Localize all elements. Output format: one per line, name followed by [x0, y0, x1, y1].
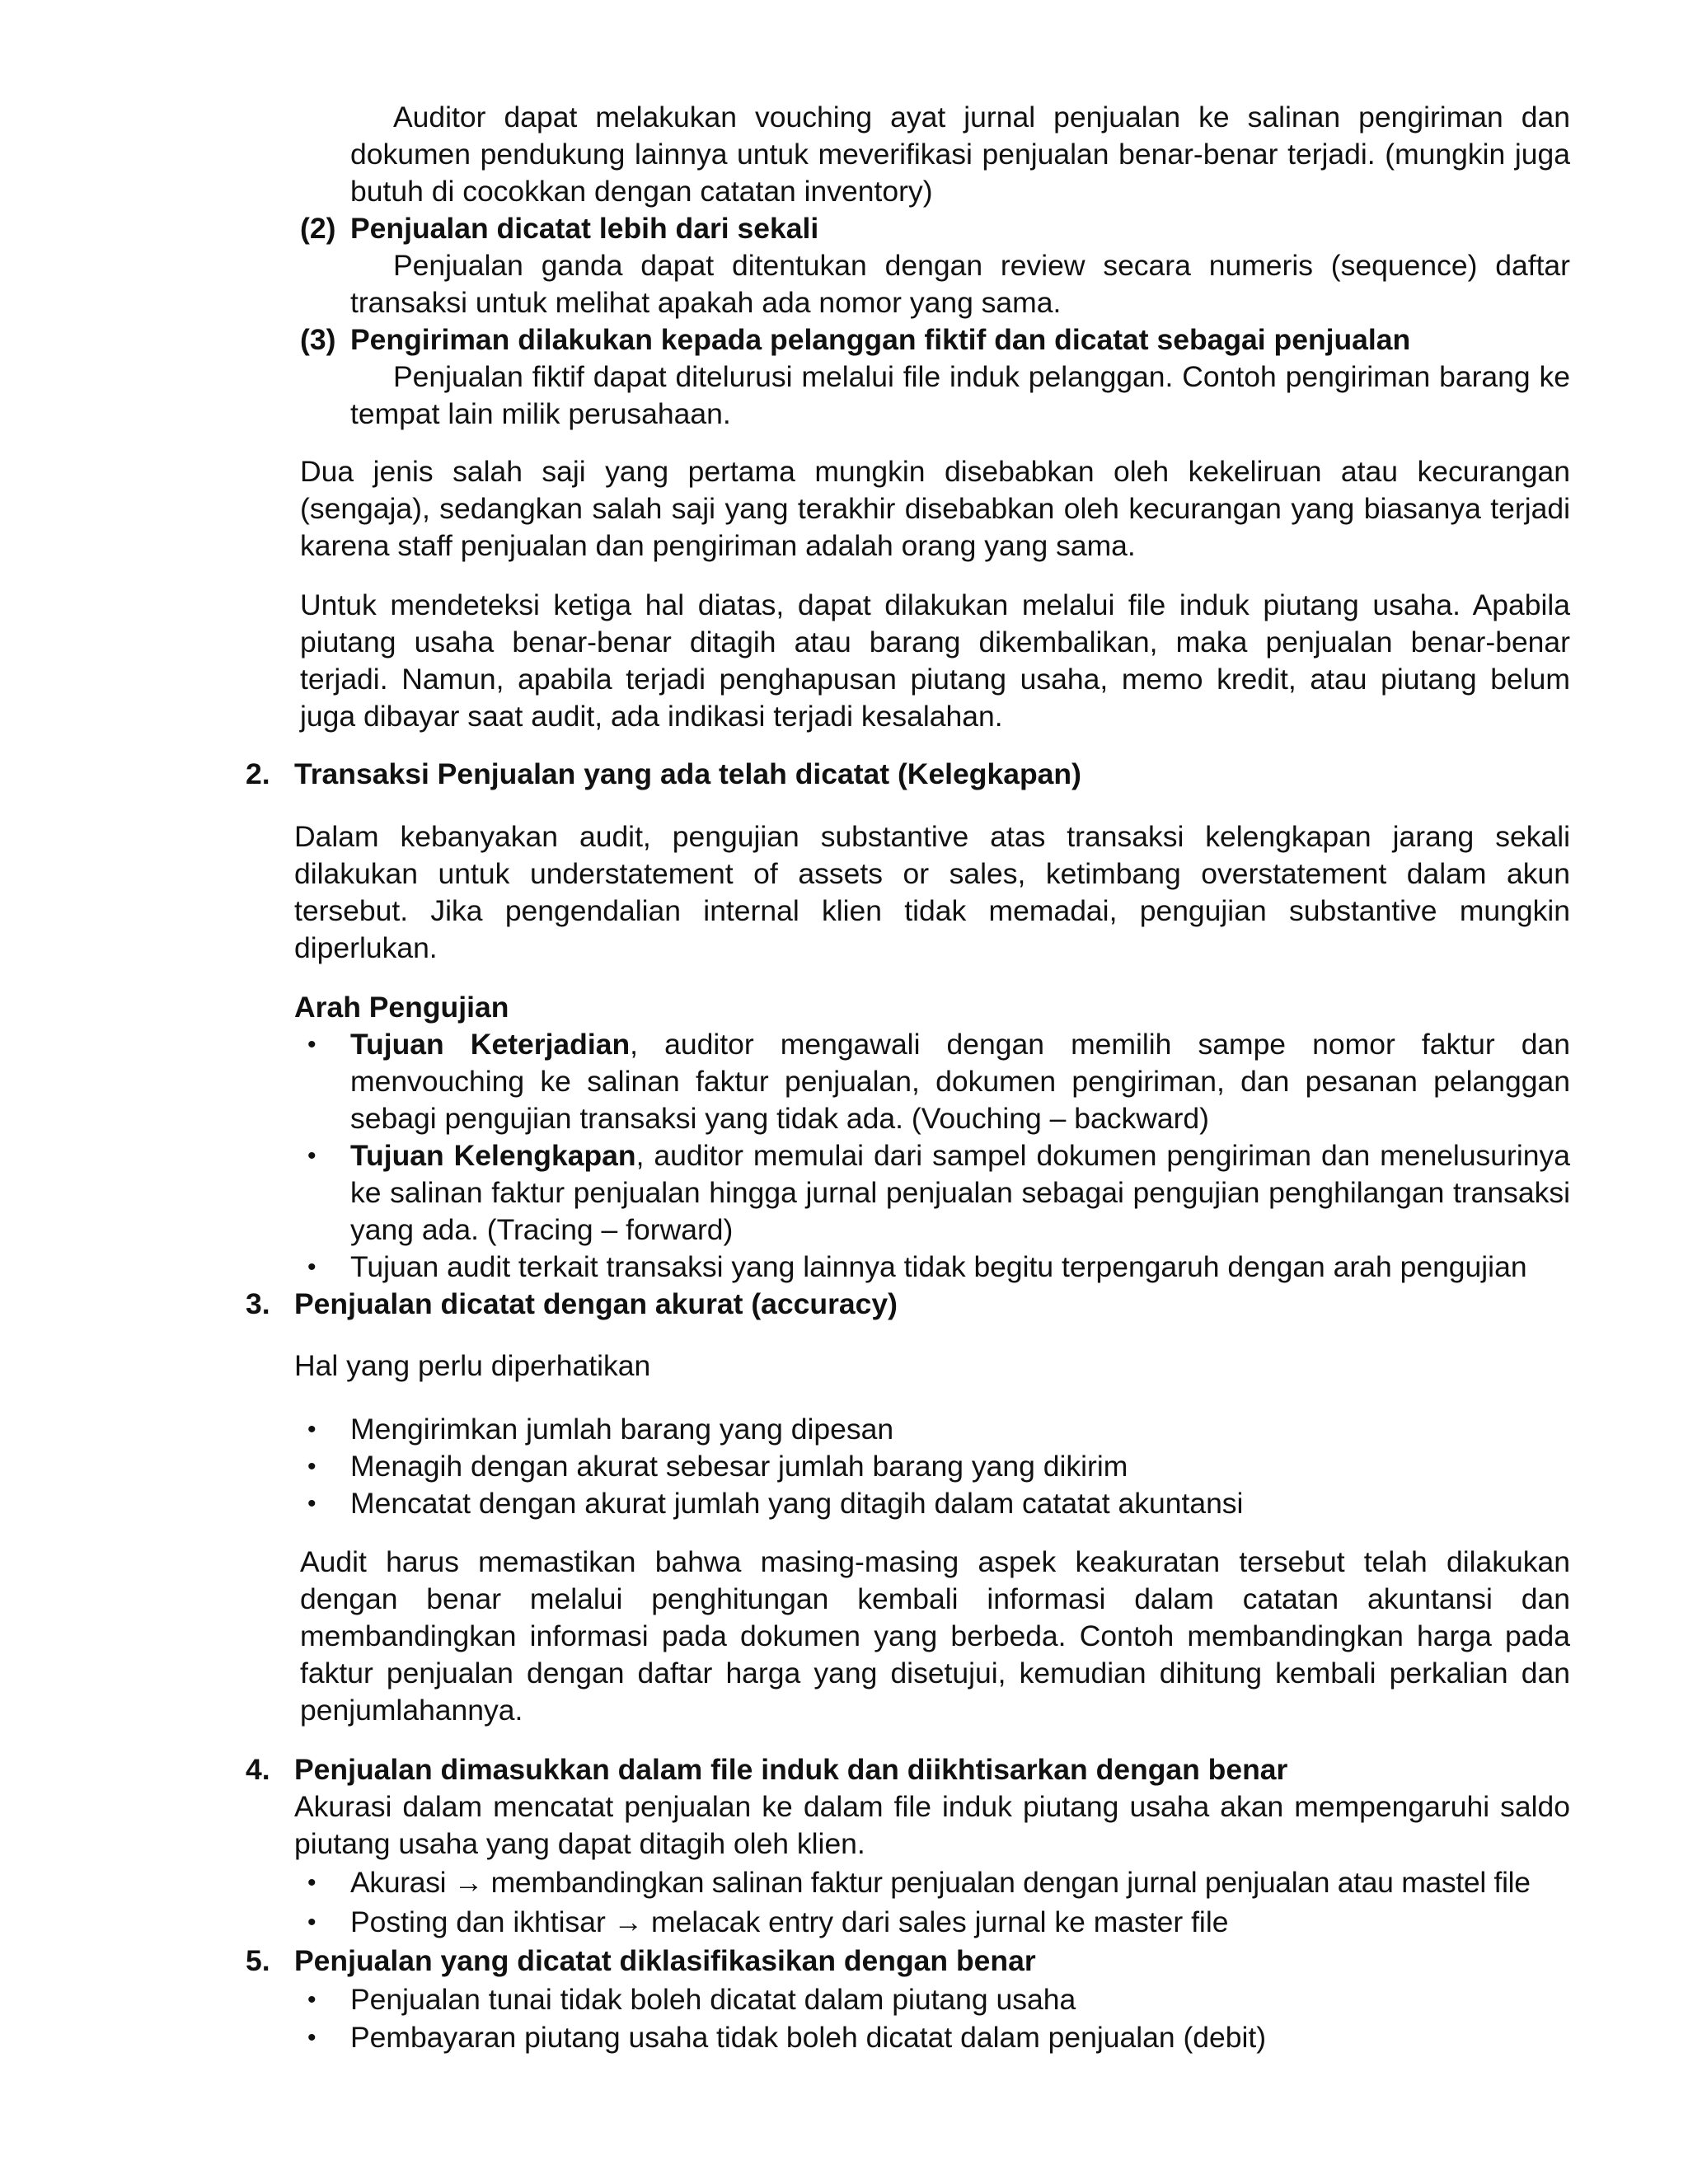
- bullet-icon: •: [307, 1869, 316, 1896]
- section-2-number: 2.: [246, 757, 270, 790]
- section-2-paragraph: Dalam kebanyakan audit, pengujian substantive atas transaksi kelengkapan jarang sekali dilakukan untuk understatement of assets or sales, ketimbang overstatement dalam akun tersebut. Jika pengendalian internal klien tidak memadai, pengujian substantive mungkin diperlukan.: [294, 820, 1570, 964]
- section-4-bullet-1: Akurasi → membandingkan salinan faktur penjualan dengan jurnal penjualan atau mastel file: [350, 1866, 1531, 1899]
- section-2-subheading: Arah Pengujian: [294, 991, 509, 1024]
- item-3-heading: Pengiriman dilakukan kepada pelanggan fiktif dan dicatat sebagai penjualan: [350, 323, 1411, 356]
- bullet-icon: •: [307, 1031, 316, 1058]
- bullet-icon: •: [307, 1909, 316, 1936]
- item-2-text: Penjualan ganda dapat ditentukan dengan review secara numeris (sequence) daftar transaksi untuk melihat apakah ada nomor yang sama.: [350, 249, 1570, 319]
- bullet-icon: •: [307, 1986, 316, 2013]
- section-3-paragraph: Audit harus memastikan bahwa masing-masing aspek keakuratan tersebut telah dilakukan dengan benar melalui penghitungan kembali informasi dalam catatan akuntansi dan membandingkan informasi pada dokumen yang berbeda. Contoh membandingkan harga pada faktur penjualan dengan daftar harga yang disetujui, kemudian dihitung kembali perkalian dan penjumlahannya.: [300, 1545, 1570, 1727]
- section-5-bullet-1: Penjualan tunai tidak boleh dicatat dalam piutang usaha: [350, 1983, 1076, 2016]
- item-2-number: (2): [300, 212, 336, 245]
- section-2-bullet-3: Tujuan audit terkait transaksi yang lainnya tidak begitu terpengaruh dengan arah pengujian: [350, 1250, 1527, 1283]
- intro-paragraph-2: Dua jenis salah saji yang pertama mungkin disebabkan oleh kekeliruan atau kecurangan (sengaja), sedangkan salah saji yang terakhir disebabkan oleh kecurangan yang biasanya terjadi karena staff penjualan dan pengiriman adalah orang yang sama.: [300, 455, 1570, 562]
- section-5-bullet-2: Pembayaran piutang usaha tidak boleh dicatat dalam penjualan (debit): [350, 2021, 1267, 2054]
- section-4-number: 4.: [246, 1753, 270, 1786]
- section-2-bullet-2: [350, 1137, 1570, 1249]
- section-3-heading: Penjualan dicatat dengan akurat (accuracy): [294, 1287, 898, 1320]
- bullet-icon: •: [307, 1142, 316, 1169]
- item-3-number: (3): [300, 323, 336, 356]
- intro-paragraph-1: Auditor dapat melakukan vouching ayat jurnal penjualan ke salinan pengiriman dan dokumen pendukung lainnya untuk meverifikasi penjualan benar-benar terjadi. (mungkin juga butuh di cocokkan dengan catatan inventory): [350, 101, 1570, 208]
- section-2-heading: Transaksi Penjualan yang ada telah dicatat (Kelegkapan): [294, 757, 1081, 790]
- section-4-paragraph: Akurasi dalam mencatat penjualan ke dalam file induk piutang usaha akan mempengaruhi saldo piutang usaha yang dapat ditagih oleh klien.: [294, 1790, 1570, 1860]
- item-3-text: Penjualan fiktif dapat ditelurusi melalui file induk pelanggan. Contoh pengiriman barang ke tempat lain milik perusahaan.: [350, 360, 1570, 430]
- section-5-number: 5.: [246, 1944, 270, 1977]
- intro-paragraph-3: Untuk mendeteksi ketiga hal diatas, dapat dilakukan melalui file induk piutang usaha. Apabila piutang usaha benar-benar ditagih atau barang dikembalikan, maka penjualan benar-benar terjadi. Namun, apabila terjadi penghapusan piutang usaha, memo kredit, atau piutang belum juga dibayar saat audit, ada indikasi terjadi kesalahan.: [300, 588, 1570, 733]
- bullet-icon: •: [307, 2024, 316, 2051]
- section-3-number: 3.: [246, 1287, 270, 1320]
- item-2-heading: Penjualan dicatat lebih dari sekali: [350, 212, 819, 245]
- section-3-bullet-1: Mengirimkan jumlah barang yang dipesan: [350, 1413, 894, 1446]
- bullet-2-text: , auditor memulai dari sampel dokumen pengiriman dan menelusurinya ke salinan faktur penjualan hingga jurnal penjualan sebagai pengujian penghilangan transaksi yang ada. (Tracing – forward): [350, 1139, 1571, 1246]
- bullet-icon: •: [307, 1254, 316, 1281]
- section-3-bullet-2: Menagih dengan akurat sebesar jumlah barang yang dikirim: [350, 1450, 1128, 1483]
- bullet-icon: •: [307, 1416, 316, 1443]
- section-2-bullet-1: [350, 1026, 1570, 1137]
- section-4-bullet-2: Posting dan ikhtisar → melacak entry dari sales jurnal ke master file: [350, 1905, 1229, 1938]
- bullet-1-text: , auditor mengawali dengan memilih sampe nomor faktur dan menvouching ke salinan faktur penjualan, dokumen pengiriman, dan pesanan pelanggan sebagi pengujian transaksi yang tidak ada. (Vouching – backward): [350, 1028, 1570, 1135]
- section-5-heading: Penjualan yang dicatat diklasifikasikan dengan benar: [294, 1944, 1036, 1977]
- section-3-bullet-3: Mencatat dengan akurat jumlah yang ditagih dalam catatat akuntansi: [350, 1487, 1244, 1520]
- bullet-2-bold: Tujuan Kelengkapan: [350, 1139, 636, 1172]
- section-4-heading: Penjualan dimasukkan dalam file induk dan diikhtisarkan dengan benar: [294, 1753, 1288, 1786]
- bullet-1-bold: Tujuan Keterjadian: [350, 1028, 631, 1061]
- bullet-icon: •: [307, 1490, 316, 1517]
- bullet-icon: •: [307, 1453, 316, 1480]
- section-3-intro: Hal yang perlu diperhatikan: [294, 1349, 651, 1382]
